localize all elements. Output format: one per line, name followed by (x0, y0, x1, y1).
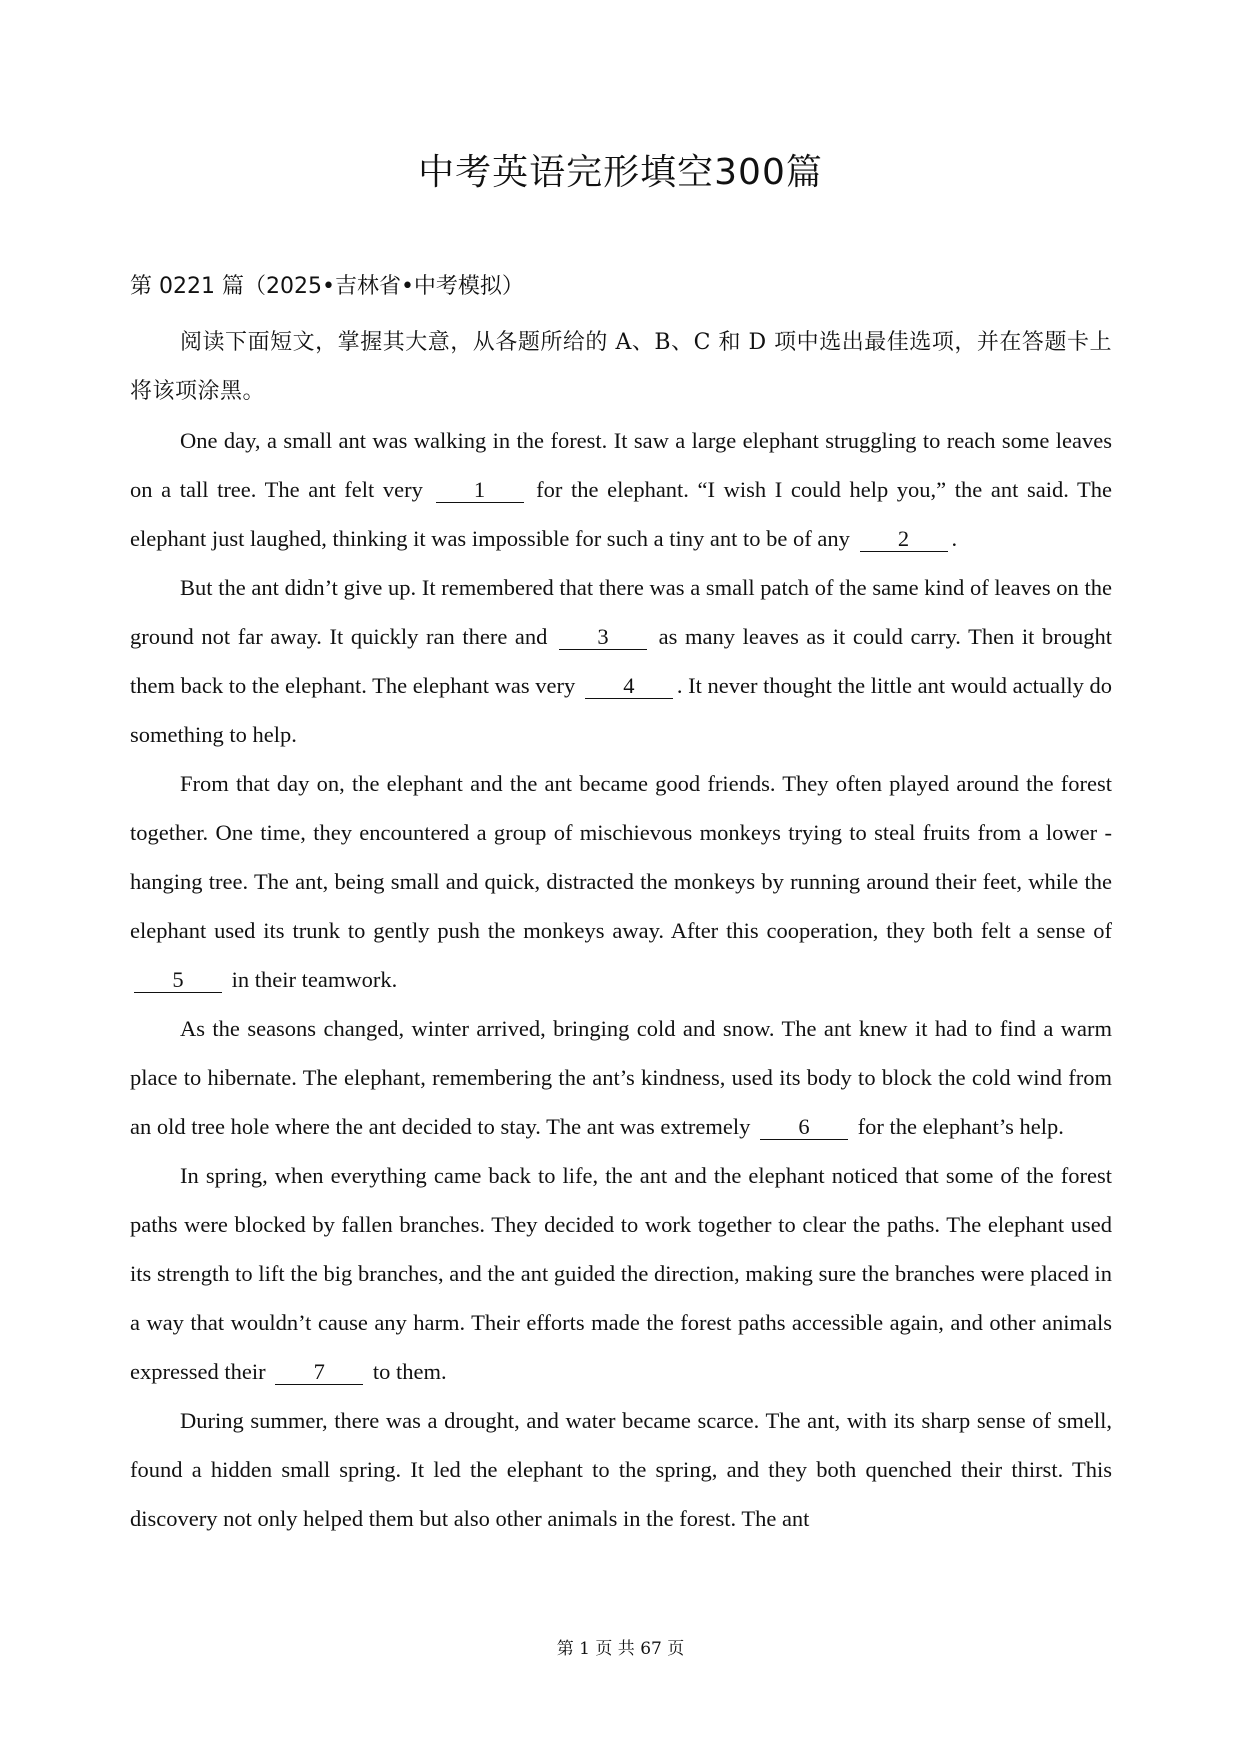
passage-text: But the ant didn’t give up. It remembered that there was a small patch of the same kind of leaves on the ground not far away. It quickly ran there and (130, 575, 1112, 649)
passage-paragraph-4 (130, 1004, 1112, 1151)
blank-1: 1 (436, 478, 524, 503)
blank-7: 7 (275, 1360, 363, 1385)
page-title: 中考英语完形填空300篇 (418, 152, 823, 193)
passage-text: to them. (372, 1359, 447, 1384)
passage-text: for the elephant’s help. (857, 1114, 1064, 1139)
instructions-paragraph: 阅读下面短文，掌握其大意，从各题所给的 A、B、C 和 D 项中选出最佳选项，并在答题卡上将该项涂黑。 (130, 330, 1112, 404)
passage-text: as many leaves as it could carry. Then it brought them back to the elephant. The elephant was very (130, 624, 1113, 698)
blank-2: 2 (860, 527, 948, 552)
passage-content (130, 318, 1112, 1543)
page-number-footer: 第 1 页 共 67 页 (556, 1639, 685, 1659)
blank-4: 4 (585, 674, 673, 699)
passage-text: As the seasons changed, winter arrived, bringing cold and snow. The ant knew it had to find a warm place to hibernate. The elephant, remembering the ant’s kindness, used its body to block the cold wind from an old tree hole where the ant decided to stay. The ant was extremely (130, 1016, 1112, 1139)
passage-text: for the elephant. “I wish I could help you,” the ant said. The elephant just laughed, thinking it was impossible for such a tiny ant to be of any (130, 477, 1113, 551)
section-heading: 第 0221 篇（2025•吉林省•中考模拟） (130, 274, 524, 299)
passage-text: From that day on, the elephant and the ant became good friends. They often played around the forest together. One time, they encountered a group of mischievous monkeys trying to steal fruits from a lower - hanging tree. The ant, being small and quick, distracted the monkeys by running around their feet, while the elephant used its trunk to gently push the monkeys away. After this cooperation, they both felt a sense of (130, 771, 1112, 943)
passage-paragraph-5 (130, 1151, 1112, 1396)
passage-paragraph-3 (130, 759, 1112, 1004)
passage-paragraph-6 (130, 1396, 1112, 1543)
passage-text: . (951, 526, 958, 551)
blank-3: 3 (559, 625, 647, 650)
passage-text: . It never thought the little ant would actually do something to help. (130, 673, 1112, 747)
passage-text: In spring, when everything came back to life, the ant and the elephant noticed that some of the forest paths were blocked by fallen branches. They decided to work together to clear the paths. The elephant used its strength to lift the big branches, and the ant guided the direction, making sure the branches were placed in a way that wouldn’t cause any harm. Their efforts made the forest paths accessible again, and other animals expressed their (130, 1163, 1112, 1384)
passage-text: During summer, there was a drought, and water became scarce. The ant, with its sharp sense of smell, found a hidden small spring. It led the elephant to the spring, and they both quenched their thirst. This discovery not only helped them but also other animals in the forest. The ant (130, 1408, 1112, 1531)
passage-text: One day, a small ant was walking in the forest. It saw a large elephant struggling to reach some leaves on a tall tree. The ant felt very (130, 428, 1112, 502)
blank-5: 5 (134, 968, 222, 993)
passage-paragraph-2 (130, 563, 1112, 759)
blank-6: 6 (760, 1115, 848, 1140)
passage-paragraph-1 (130, 416, 1112, 563)
passage-text: in their teamwork. (231, 967, 398, 992)
